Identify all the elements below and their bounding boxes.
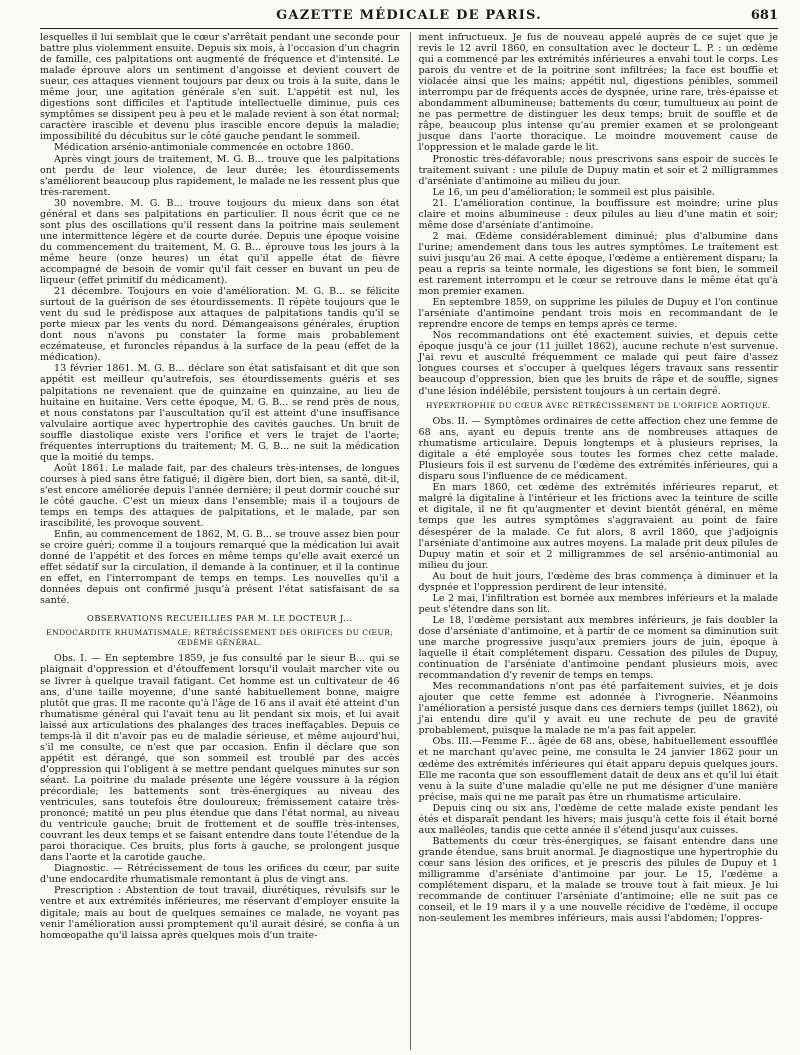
paragraph: Depuis cinq ou six ans, l'œdème de cette malade existe pendant les étés et disparaît pendant les hivers; mais jusqu'à cette fois il était borné aux malléoles, tandis que cette année il s'étend jusqu'aux cuisses.: [418, 802, 778, 836]
section-heading: HYPERTROPHIE DU CŒUR AVEC RÉTRÉCISSEMENT DE L'ORIFICE AORTIQUE.: [425, 400, 771, 410]
page-number: 681: [750, 8, 778, 23]
observation-heading: [40, 628, 400, 647]
journal-title: GAZETTE MÉDICALE DE PARIS.: [276, 8, 542, 23]
paragraph: Août 1861. Le malade fait, par des chaleurs très-intenses, de longues courses à pied sans être fatigué; il digère bien, dort bien, sa santé, dit-il, s'est encore améliorée depuis l'année dernière; il peut dormir couché sur le côté gauche. C'est un mieux dans l'ensemble; mais il a toujours de temps en temps des attaques de palpitations, et le malade, par son irascibilité, les provoque souvent.: [40, 462, 400, 530]
paragraph: 30 novembre. M. G. B... trouve toujours du mieux dans son état général et dans ses palpitations en particulier. Il nous écrit que ce ne sont plus des oscillations qu'il ressent dans la poitrine mais seulement une intermittence légère et de courte durée. Depuis une époque voisine du commencement du traitement, M. G. B... éprouve tous les jours à la même heure (onze heures) un état qu'il appelle état de fièvre accompagné de besoin de vomir qu'il fait cesser en buvant un peu de liqueur (effet primitif du médicament).: [40, 197, 400, 287]
left-column: [40, 32, 400, 1050]
paragraph: En mars 1860, cet œdème des extrémités inférieures reparut, et malgré la digitaline à l'intérieur et les frictions avec la teinture de scille et digitale, il ne fit qu'augmenter et devint bientôt général, en même temps que les autres symptômes s'aggravaient au point de faire désespérer de la malade. Ce fut alors, 8 avril 1860, que j'adjoignis l'arséniate d'antimoine aux autres moyens. La malade prit deux pilules de Dupuy matin et soir et 2 milligrammes de sel arsénio-antimonial au milieu du jour.: [418, 482, 778, 571]
paragraph: lesquelles il lui semblait que le cœur s'arrêtait pendant une seconde pour battre plus violemment ensuite. Depuis six mois, à l'occasion d'un chagrin de famille, ces palpitations ont augmenté de fréquence et d'intensité. Le malade éprouve alors un sentiment d'angoisse et devient couvert de sueur, ces attaques viennent toujours par deux ou trois à la suite, dans le même jour, une agitation générale s'en suit. L'appétit est nul, les digestions sont difficiles et l'aptitude intellectuelle diminue, puis ces symptômes se dissipent peu à peu et le malade revient à son état normal; caractère irascible et devenu plus irascible encore depuis la maladie; impossibilité du décubitus sur le côté gauche pendant le sommeil.: [40, 32, 400, 143]
paragraph: En septembre 1859, on supprime les pilules de Dupuy et l'on continue l'arséniate d'antimoine pendant trois mois en recommandant de le reprendre encore de temps en temps après ce terme.: [418, 297, 778, 331]
paragraph: Diagnostic. — Rétrécissement de tous les orifices du cœur, par suite d'une endocardite rhumatismale remontant à plus de vingt ans.: [40, 863, 400, 886]
paragraph: Le 18, l'œdème persistant aux membres inférieurs, je fais doubler la dose d'arséniate d'antimoine, et à partir de ce moment sa diminution suit une marche progressive jusqu'aux premiers jours de juin, époque à laquelle il était complétement disparu. Cessation des pilules de Dupuy, continuation de l'arséniate d'antimoine pendant plusieurs mois, avec recommandation d'y revenir de temps en temps.: [418, 614, 778, 682]
observation-heading-line-2: ŒDÈME GÉNÉRAL.: [177, 637, 262, 647]
paragraph: Nos recommandations ont été exactement suivies, et depuis cette époque jusqu'à ce jour (11 juillet 1862), aucune rechute n'est survenue. J'ai revu et ausculté fréquemment ce malade qui peut faire d'assez longues courses et s'occuper à quelques légers travaux sans ressentir beaucoup d'oppression, bien que les bruits de râpe et de souffle, signes d'une lésion indélébile, persistent toujours à un certain degré.: [418, 330, 778, 397]
paragraph: Battements du cœur très-énergiques, se faisant entendre dans une grande étendue, sans bruit anormal. Je diagnostique une hypertrophie du cœur sans lésion des orifices, et je prescris des pilules de Dupuy et 1 milligramme d'arséniate d'antimoine par jour. Le 15, l'œdème a complétement disparu, et la malade se trouve tout à fait mieux. Je lui recommande de continuer l'arséniate d'antimoine; elle ne suit pas ce conseil, et le 19 mars il y a une nouvelle récidive de l'œdème, il occupe non-seulement les membres inférieurs, mais aussi l'abdomen; l'oppres-: [418, 835, 778, 925]
paragraph: Médication arsénio-antimoniale commencée en octobre 1860.: [54, 142, 354, 154]
paragraph: Après vingt jours de traitement, M. G. B... trouve que les palpitations ont perdu de leur violence, de leur durée; les étourdissements s'améliorent beaucoup plus rapidement, le malade ne les ressent plus que très-rarement.: [40, 153, 400, 198]
paragraph: Enfin, au commencement de 1862, M. G. B... se trouve assez bien pour se croire guéri; comme il a toujours remarqué que la médication lui avait donné de l'appétit et des forces en même temps qu'elle avait exercé un effet sédatif sur la circulation, il demande à la continuer, et il la continue en effet, en l'interrompant de temps en temps. Les nouvelles qu'il a données depuis ont confirmé jusqu'à présent l'état satisfaisant de sa santé.: [40, 529, 400, 607]
paragraph: 2 mai. Œdème considérablement diminué; plus d'albumine dans l'urine; amendement dans tous les autres symptômes. Le traitement est suivi jusqu'au 26 mai. A cette époque, l'œdème a entièrement disparu; la peau a repris sa teinte normale, les digestions se font bien, le sommeil est rarement interrompu et le cœur se retrouve dans le même état qu'à mon premier examen.: [418, 230, 778, 298]
right-column: [410, 32, 779, 1050]
two-column-body: [40, 32, 778, 1050]
paragraph: Pronostic très-défavorable; nous prescrivons sans espoir de succès le traitement suivant : une pilule de Dupuy matin et soir et 2 milligrammes d'arséniate d'antimoine au milieu du jour.: [418, 153, 778, 187]
paragraph: 21 décembre. Toujours en voie d'amélioration. M. G. B... se félicite surtout de la guérison de ses étourdissements. Il répète toujours que le vent du sud le prédispose aux attaques de palpitations tandis qu'il se porte mieux par les vents du nord. Démangeaisons générales, éruption dont nous n'avons pu constater la forme mais probablement eczémateuse, et furoncles répandus à la surface de la peau (effet de la médication).: [40, 286, 400, 364]
section-heading: OBSERVATIONS RECUEILLIES PAR M. LE DOCTEUR J...: [87, 613, 353, 624]
paragraph: Le 16, un peu d'amélioration; le sommeil est plus paisible.: [432, 186, 715, 198]
paragraph: Prescription : Abstention de tout travail, diurétiques, révulsifs sur le ventre et aux extrémités inférieures, me réservant d'employer ensuite la digitale; mais au bout de quelques semaines ce malade, ne voyant pas venir l'amélioration aussi promptement qu'il aurait désiré, se confia à un homœopathe qu'il laissa après quelques mois d'un traite-: [40, 885, 400, 941]
paragraph: Obs. III.—Femme F... âgée de 68 ans, obèse, habituellement essoufflée et ne marchant qu'avec peine, me consulta le 24 janvier 1862 pour un œdème des extrémités inférieures qui était apparu depuis quelques jours. Elle me raconta que son essoufflement datait de deux ans et qu'il lui était venu à la suite d'une maladie qu'elle ne put me désigner d'une manière précise, mais qui ne me paraît pas être un rhumatisme articulaire.: [418, 736, 778, 803]
observation-heading-line-1: ENDOCARDITE RHUMATISMALE; RÉTRÉCISSEMENT DES ORIFICES DU CŒUR;: [46, 628, 394, 638]
paragraph: 13 février 1861. M. G. B... déclare son état satisfaisant et dit que son appétit est meilleur qu'autrefois, ses étourdissements guéris et ses palpitations ne revenaient que de quinzaine en quinzaine, au lieu de huitaine en huitaine. Vers cette époque, M. G. B... se rend près de nous, et nous constatons par l'auscultation qu'il est atteint d'une insuffisance valvulaire aortique avec hypertrophie des cavités gauches. Un bruit de souffle diastolique existe vers l'orifice et vers le trajet de l'aorte; fréquentes interruptions du traitement; M. G. B... ne suit la médication que la moitié du temps.: [40, 363, 400, 463]
paragraph: 21. L'amélioration continue, la bouffissure est moindre; urine plus claire et moins albumineuse : deux pilules au lieu d'une matin et soir; même dose d'arséniate d'antimoine.: [418, 197, 778, 231]
paragraph: ment infructueux. Je fus de nouveau appelé auprès de ce sujet que je revis le 12 avril 1860, en consultation avec le docteur L. P. : un œdème qui a commencé par les extrémités inférieures a envahi tout le corps. Les parois du ventre et de la poitrine sont infiltrées; la face est bouffie et violacée ainsi que les mains; appétit nul, digestions pénibles, sommeil interrompu par de fréquents accès de dyspnée, urine rare, très-épaisse et abondamment albumineuse; battements du cœur, tumultueux au point de ne pas permettre de distinguer les deux temps; bruit de souffle et de râpe, beaucoup plus intense qu'au premier examen et se prolongeant jusque dans l'aorte thoracique. Le moindre mouvement cause de l'oppression et le malade garde le lit.: [418, 32, 778, 154]
paragraph: Le 2 mai, l'infiltration est bornée aux membres inférieurs et la malade peut s'étendre dans son lit.: [418, 592, 778, 615]
page-header: [40, 8, 778, 26]
paragraph: Mes recommandations n'ont pas été parfaitement suivies, et je dois ajouter que cette femme est adonnée à l'ivrognerie. Néanmoins l'amélioration a persisté jusque dans ces derniers temps (juillet 1862), où j'ai entendu dire qu'il y avait eu une rechute de peu de gravité probablement, puisque la malade ne m'a pas fait appeler.: [418, 681, 778, 737]
paragraph: Obs. II. — Symptômes ordinaires de cette affection chez une femme de 68 ans, ayant eu depuis trente ans de nombreuses attaques de rhumatisme articulaire. Depuis longtemps et à plusieurs reprises, la digitale a été employée sous toutes les formes chez cette malade. Plusieurs fois il est survenu de l'œdème des extrémités inférieures, qui a disparu sous l'influence de ce médicament.: [418, 416, 778, 483]
paragraph: Obs. I. — En septembre 1859, je fus consulté par le sieur B... qui se plaignait d'oppression et d'étouffement lorsqu'il voulait marcher vite ou se livrer à quelque travail fatigant. Cet homme est un cultivateur de 46 ans, d'une taille moyenne, d'une santé habituellement bonne, maigre plutôt que gras. Il me raconte qu'à l'âge de 16 ans il avait été atteint d'un rhumatisme général qui l'avait tenu au lit pendant six mois, et lui avait laissé aux articulations des phalanges des traces ineffaçables. Depuis ce temps-là il dit n'avoir pas eu de maladie sérieuse, et même aujourd'hui, s'il me consulte, ce n'est que par occasion. Enfin il déclare que son appétit est dérangé, que son sommeil est troublé par des accès d'oppression qui l'obligent à se mettre pendant quelques minutes sur son séant. La poitrine du malade présente une légère voussure à la région précordiale; les battements sont très-énergiques au niveau des ventricules, sans toutefois être douloureux; frémissement cataire très-prononcé; matité un peu plus étendue que dans l'état normal, au niveau du ventricule gauche; bruit de frottement et de souffle très-intenses, couvrant les deux temps et se faisant entendre dans toute l'étendue de la paroi thoracique. Ces bruits, plus forts à gauche, se prolongent jusque dans l'aorte et la carotide gauche.: [40, 653, 400, 864]
paragraph: Au bout de huit jours, l'œdème des bras commença à diminuer et la dyspnée et l'oppression perdirent de leur intensité.: [418, 570, 778, 593]
header-rule: [40, 28, 778, 29]
